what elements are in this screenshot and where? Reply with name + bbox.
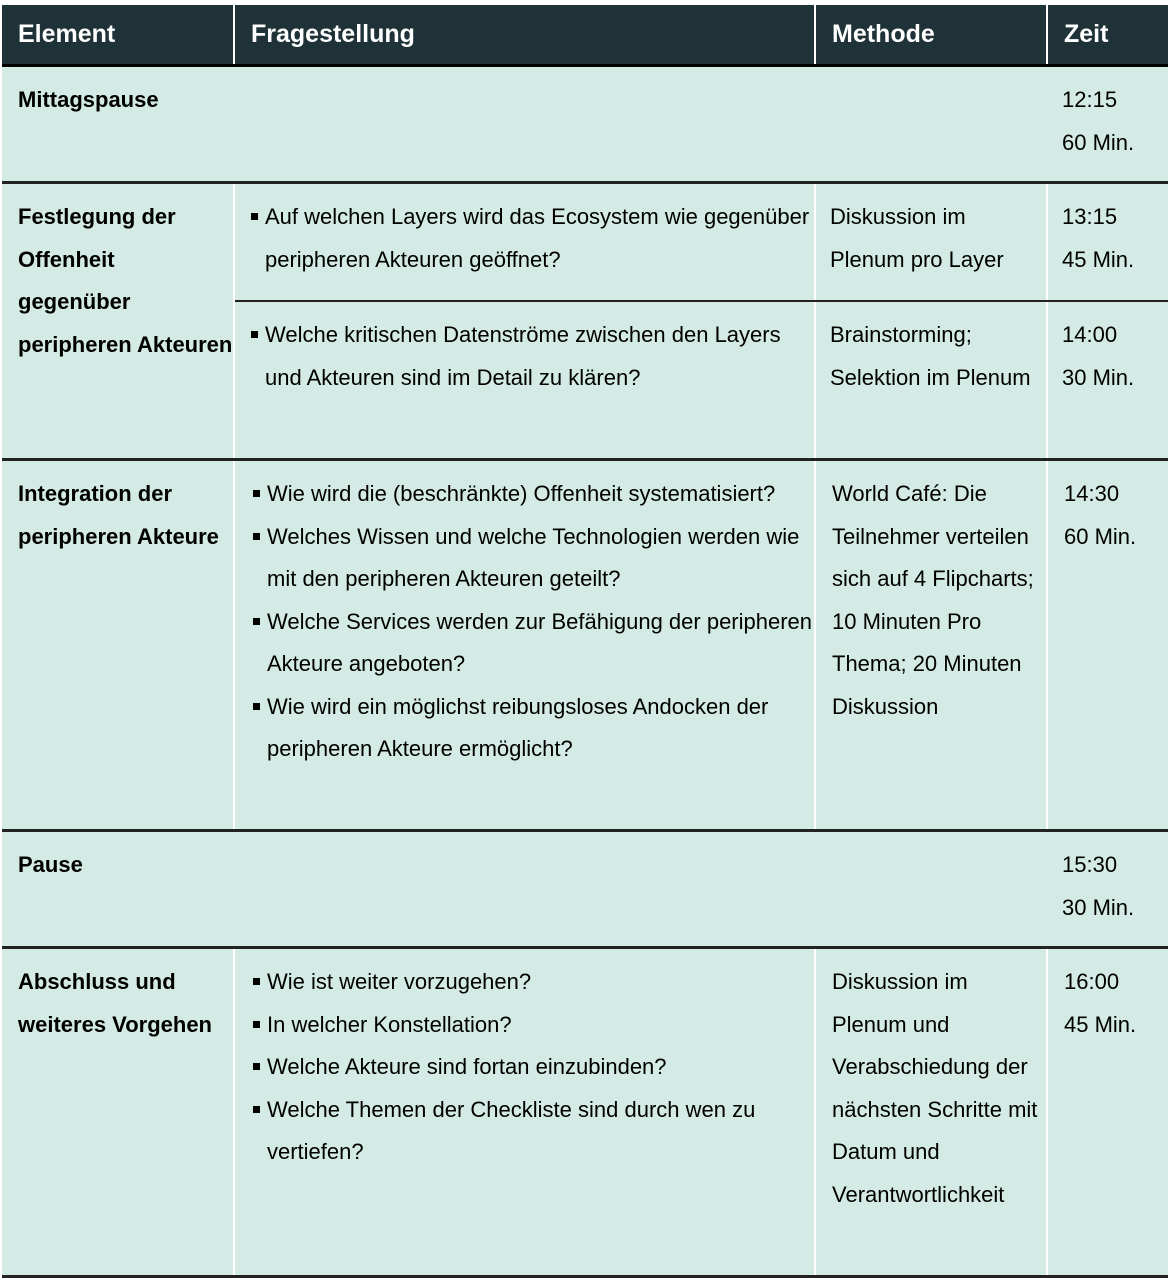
- table-row-integration: [2, 461, 1168, 832]
- questions-cell: [235, 302, 814, 458]
- subrows: [233, 184, 1168, 458]
- questions-cell: [235, 184, 814, 300]
- header-zeit: Zeit: [1046, 5, 1168, 64]
- start-time: 15:30: [1062, 852, 1118, 877]
- element-cell: Mittagspause: [18, 87, 159, 112]
- duration: 45 Min.: [1062, 246, 1135, 272]
- agenda-table: [2, 5, 1168, 1278]
- subrow: [235, 184, 1168, 300]
- method-cell: Brainstorming; Selektion im Plenum: [814, 302, 1046, 458]
- element-cell: Abschluss und weiteres Vorgehen: [18, 969, 212, 1037]
- element-cell: Pause: [18, 852, 83, 877]
- duration: 30 Min.: [1062, 894, 1135, 920]
- question-item: Wie wird ein möglichst reibungsloses Andocken der peripheren Akteure ermöglicht?: [251, 686, 814, 771]
- header-methode: Methode: [814, 5, 1046, 64]
- time-cell: [1046, 832, 1168, 946]
- question-item: Welche Akteure sind fortan einzubinden?: [251, 1046, 814, 1089]
- time-cell: [1046, 302, 1168, 458]
- time-cell: [1046, 67, 1168, 181]
- time-cell: [1046, 184, 1168, 300]
- duration: 45 Min.: [1064, 1011, 1137, 1037]
- element-cell: Integration der peripheren Akteure: [18, 481, 219, 549]
- question-item: In welcher Konstellation?: [251, 1004, 814, 1047]
- duration: 30 Min.: [1062, 364, 1135, 390]
- start-time: 13:15: [1062, 204, 1118, 229]
- question-item: Welche Services werden zur Befähigung der peripheren Akteure angeboten?: [251, 601, 814, 686]
- question-item: Wie wird die (beschränkte) Offenheit systematisiert?: [251, 473, 814, 516]
- time-cell: [1046, 461, 1168, 829]
- questions-cell: [233, 461, 814, 829]
- question-item: Welches Wissen und welche Technologien werden wie mit den peripheren Akteuren geteilt?: [251, 516, 814, 601]
- start-time: 14:00: [1062, 322, 1118, 347]
- start-time: 16:00: [1064, 969, 1120, 994]
- table-row-festlegung: [2, 184, 1168, 461]
- method-cell: Diskussion im Plenum und Verabschiedung der nächsten Schritte mit Datum und Verantwortlichkeit: [814, 949, 1046, 1275]
- start-time: 12:15: [1062, 87, 1118, 112]
- method-cell: World Café: Die Teilnehmer verteilen sich auf 4 Flipcharts; 10 Minuten Pro Thema; 20 Minuten Diskussion: [814, 461, 1046, 829]
- questions-cell: [233, 949, 814, 1275]
- duration: 60 Min.: [1064, 523, 1137, 549]
- header-fragestellung: Fragestellung: [233, 5, 814, 64]
- table-row-abschluss: [2, 949, 1168, 1278]
- question-item: Auf welchen Layers wird das Ecosystem wie gegenüber peripheren Akteuren geöffnet?: [249, 196, 814, 281]
- method-cell: Diskussion im Plenum pro Layer: [814, 184, 1046, 300]
- table-row-pause: [2, 832, 1168, 949]
- time-cell: [1046, 949, 1168, 1275]
- question-item: Welche Themen der Checkliste sind durch wen zu vertiefen?: [251, 1089, 814, 1174]
- duration: 60 Min.: [1062, 129, 1135, 155]
- element-cell: Festlegung der Offenheit gegenüber peripheren Akteuren: [18, 204, 233, 357]
- table-header: [2, 5, 1168, 67]
- header-element: Element: [18, 20, 116, 48]
- start-time: 14:30: [1064, 481, 1120, 506]
- table-row-mittagspause: [2, 67, 1168, 184]
- question-item: Wie ist weiter vorzugehen?: [251, 961, 814, 1004]
- subrow: [235, 300, 1168, 458]
- question-item: Welche kritischen Datenströme zwischen den Layers und Akteuren sind im Detail zu klären?: [249, 314, 814, 399]
